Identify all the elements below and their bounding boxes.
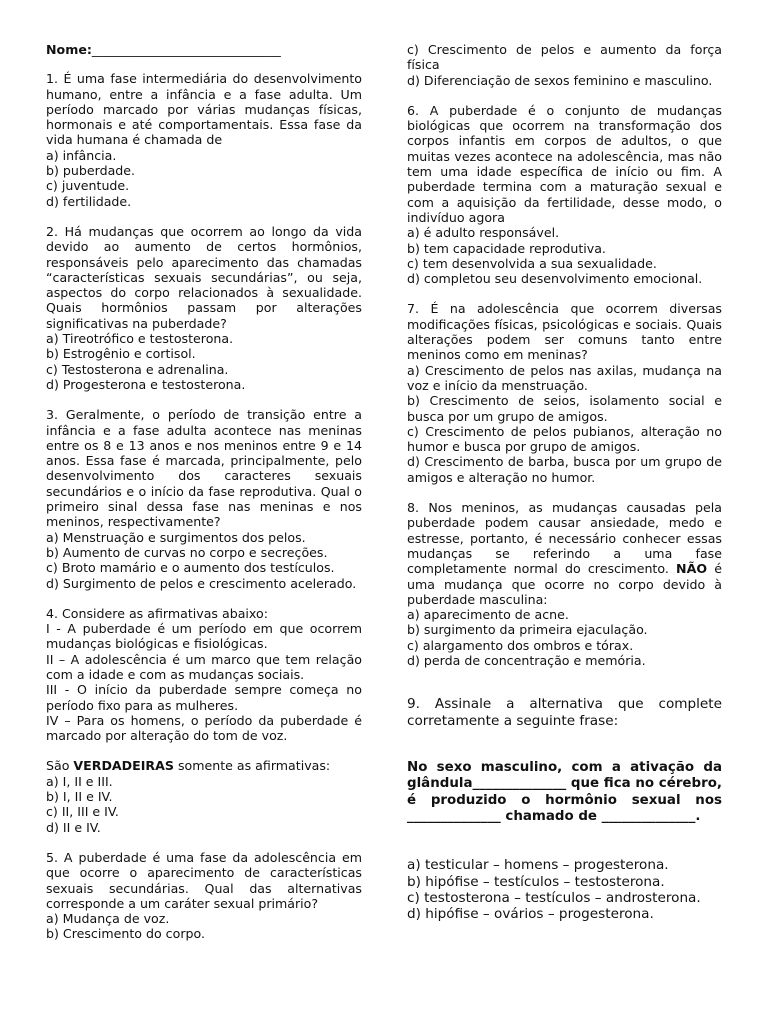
question-5-stem: 5. A puberdade é uma fase da adolescência em que ocorre o aparecimento de características sexuais secundárias. Qual das alternativas corresponde a um caráter sexual primário?	[46, 849, 362, 911]
question-3-option-b: b) Aumento de curvas no corpo e secreções.	[46, 544, 328, 560]
question-4-stem: 4. Considere as afirmativas abaixo:	[46, 605, 268, 621]
question-8-stem-pre: 8. Nos meninos, as mudanças causadas pela puberdade podem causar ansiedade, medo e estresse, portanto, é necessário conhecer essas mudanças se referindo a uma fase completamente normal do crescimento.	[407, 500, 722, 577]
question-5-option-b: b) Crescimento do corpo.	[46, 926, 205, 942]
question-4-option-d: d) II e IV.	[46, 819, 101, 835]
question-4-statement-iii: III - O início da puberdade sempre começa no período fixo para as mulheres.	[46, 682, 362, 713]
left-column	[46, 42, 362, 942]
question-1-option-c: c) juventude.	[46, 178, 130, 194]
question-4-statement-i: I - A puberdade é um período em que ocorrem mudanças biológicas e fisiológicas.	[46, 621, 362, 652]
question-1-stem: 1. É uma fase intermediária do desenvolvimento humano, entre a infância e a fase adulta. Um período marcado por várias mudanças físicas, hormonais e até comportamentais. Essa fase da vida humana é chamada de	[46, 71, 362, 148]
question-8-option-c: c) alargamento dos ombros e tórax.	[407, 637, 634, 653]
question-6-option-b: b) tem capacidade reprodutiva.	[407, 240, 606, 256]
question-4-prompt-pre: São	[46, 758, 74, 774]
question-3-stem: 3. Geralmente, o período de transição entre a infância e a fase adulta acontece nas meninas entre os 8 e 13 anos e nos meninos entre 9 e 14 anos. Essa fase é marcada, principalmente, pelo desenvolvimento dos caracteres sexuais secundários e o início da fase reprodutiva. Qual o primeiro sinal dessa fase nas meninas e nos meninos, respectivamente?	[46, 407, 362, 530]
question-3-option-c: c) Broto mamário e o aumento dos testículos.	[46, 560, 335, 576]
question-9-option-d: d) hipófise – ovários – progesterona.	[407, 906, 654, 923]
name-blank: ______________________________	[91, 42, 281, 57]
name-label: Nome:	[46, 42, 92, 57]
question-4-prompt	[46, 758, 362, 773]
question-2-option-b: b) Estrogênio e cortisol.	[46, 346, 196, 362]
question-6-stem: 6. A puberdade é o conjunto de mudanças biológicas que ocorrem na transformação dos corpos infantis em corpos de adultos, o que muitas vezes acontece na adolescência, mas não tem uma idade específica de início ou fim. A puberdade termina com a maturação sexual e com a aquisição da fertilidade, desse modo, o indivíduo agora	[407, 102, 722, 225]
right-column	[407, 42, 722, 923]
question-8	[407, 500, 722, 668]
question-2	[46, 224, 362, 392]
question-3	[46, 407, 362, 591]
question-6-option-d: d) completou seu desenvolvimento emocional.	[407, 271, 703, 287]
question-4-statement-iv: IV – Para os homens, o período da puberdade é marcado por alteração do tom de voz.	[46, 712, 362, 744]
question-4-option-b: b) I, II e IV.	[46, 789, 113, 805]
question-1-option-b: b) puberdade.	[46, 163, 136, 179]
question-2-stem: 2. Há mudanças que ocorrem ao longo da vida devido ao aumento de certos hormônios, responsáveis pelo aparecimento das chamadas “características sexuais secundárias”, ou seja, aspectos do corpo relacionados à sexualidade. Quais hormônios passam por alterações significativas na puberdade?	[46, 223, 362, 331]
question-3-option-a: a) Menstruação e surgimentos dos pelos.	[46, 529, 306, 545]
question-8-option-d: d) perda de concentração e memória.	[407, 652, 646, 668]
question-7-option-d: d) Crescimento de barba, busca por um grupo de amigos e alteração no humor.	[407, 454, 722, 485]
question-9-stem: 9. Assinale a alternativa que complete corretamente a seguinte frase:	[407, 696, 722, 730]
question-9	[407, 696, 722, 922]
question-7	[407, 301, 722, 485]
question-4-statement-ii: II – A adolescência é um marco que tem relação com a idade e com as mudanças sociais.	[46, 651, 362, 682]
question-6-option-c: c) tem desenvolvida a sua sexualidade.	[407, 255, 657, 271]
question-4-prompt-post: somente as afirmativas:	[173, 758, 331, 774]
question-7-option-b: b) Crescimento de seios, isolamento social e busca por um grupo de amigos.	[407, 393, 722, 424]
question-5	[46, 850, 362, 942]
question-2-option-d: d) Progesterona e testosterona.	[46, 376, 246, 392]
question-8-option-a: a) aparecimento de acne.	[407, 607, 569, 623]
question-5-option-c: c) Crescimento de pelos e aumento da força física	[407, 42, 722, 73]
question-9-option-a: a) testicular – homens – progesterona.	[407, 857, 669, 874]
question-8-stem-bold: NÃO	[676, 561, 708, 577]
question-2-option-a: a) Tireotrófico e testosterona.	[46, 331, 234, 347]
question-4-prompt-bold: VERDADEIRAS	[73, 758, 174, 774]
question-5-continued	[407, 42, 722, 88]
question-1-option-d: d) fertilidade.	[46, 193, 132, 209]
name-field[interactable]	[46, 42, 362, 57]
question-2-option-c: c) Testosterona e adrenalina.	[46, 361, 229, 377]
question-7-option-a: a) Crescimento de pelos nas axilas, mudança na voz e início da menstruação.	[407, 362, 722, 393]
question-4	[46, 606, 362, 835]
question-8-option-b: b) surgimento da primeira ejaculação.	[407, 622, 648, 638]
question-4-option-a: a) I, II e III.	[46, 773, 113, 789]
question-6	[407, 103, 722, 287]
question-5-option-a: a) Mudança de voz.	[46, 911, 170, 927]
question-5-option-d: d) Diferenciação de sexos feminino e masculino.	[407, 72, 713, 88]
question-7-option-c: c) Crescimento de pelos pubianos, alteração no humor e busca por grupo de amigos.	[407, 423, 722, 455]
question-1-option-a: a) infância.	[46, 147, 117, 163]
question-9-option-c: c) testosterona – testículos – androsterona.	[407, 889, 701, 906]
question-7-stem: 7. É na adolescência que ocorrem diversas modificações físicas, psicológicas e sociais. Quais alterações podem ser comuns tanto entre meninos como em meninas?	[407, 301, 722, 363]
question-3-option-d: d) Surgimento de pelos e crescimento acelerado.	[46, 575, 357, 591]
question-8-stem	[407, 500, 722, 607]
question-4-option-c: c) II, III e IV.	[46, 804, 119, 820]
question-6-option-a: a) é adulto responsável.	[407, 225, 560, 241]
question-9-option-b: b) hipófise – testículos – testosterona.	[407, 873, 665, 890]
question-8-stem-post: é uma mudança que ocorre no corpo devido à puberdade masculina:	[407, 561, 722, 607]
question-9-sentence: No sexo masculino, com a ativação da glândula______________ que fica no cérebro, é produzido o hormônio sexual nos ______________ chamado de ______________.	[407, 760, 722, 824]
question-1	[46, 71, 362, 209]
